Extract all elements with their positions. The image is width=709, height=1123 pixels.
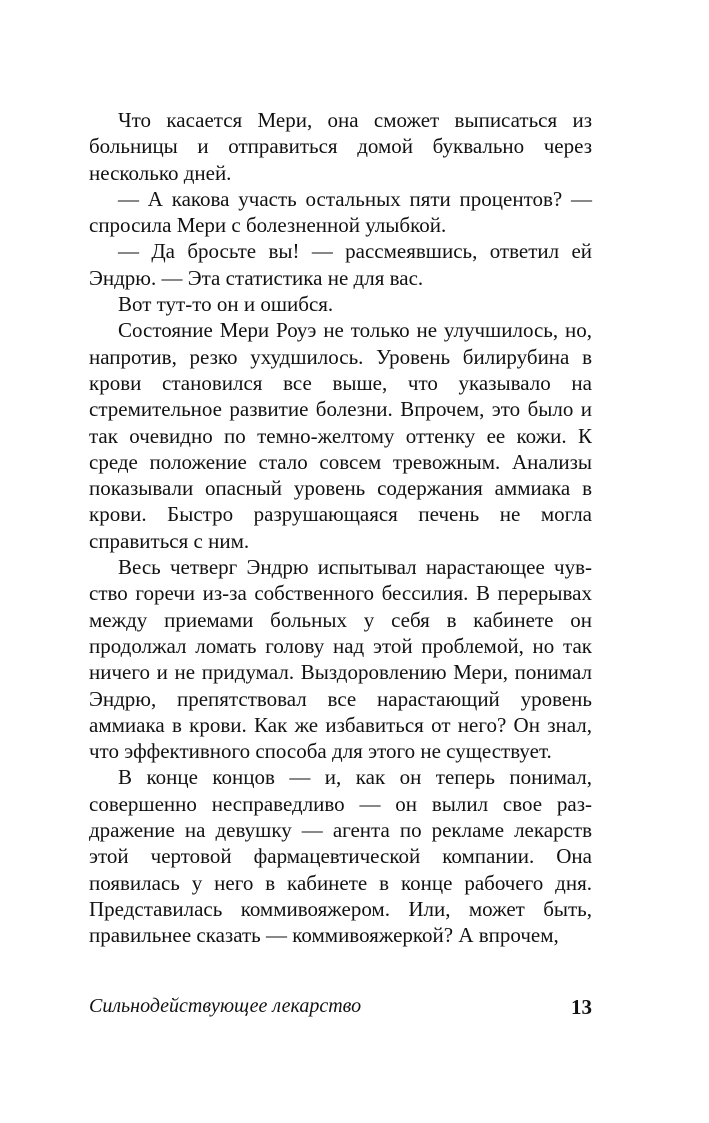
- paragraph: — Да бросьте вы! — рассмеявшись, ответил ей Эндрю. — Эта статистика не для вас.: [89, 239, 592, 290]
- paragraph: В конце концов — и, как он теперь понимал, совершенно несправедливо — он вылил свое раздражение на девушку — агента по рекламе лекарств этой чертовой фармацевтической компании. Она появилась у него в кабинете в конце рабочего дня. Представилась коммивояжером. Или, может быть, правильнее сказать — коммивояжеркой? А впрочем,: [89, 765, 592, 948]
- paragraph: Весь четверг Эндрю испытывал нарастающее чувство горечи из-за собственного бессилия. В перерывах между приемами больных у себя в кабинете он продолжал ломать голову над этой проблемой, но так ничего и не придумал. Выздоровлению Мери, понимал Эндрю, препятствовал все нарастающий уровень аммиака в крови. Как же избавиться от него? Он знал, что эффективного способа для этого не существует.: [89, 555, 592, 764]
- paragraph: Вот тут-то он и ошибся.: [118, 292, 334, 317]
- page-footer: [89, 995, 592, 1023]
- page-number: 13: [571, 995, 592, 1019]
- paragraph: — А какова участь остальных пяти процентов? — спросила Мери с болезненной улыбкой.: [89, 186, 592, 238]
- running-title: Сильнодействующее лекарство: [89, 995, 362, 1017]
- page-body: [89, 107, 592, 949]
- paragraph: Состояние Мери Роуэ не только не улучшилось, но, напротив, резко ухудшилось. Уровень билирубина в крови становился все выше, что указывало на стремительное развитие болезни. Впрочем, это было и так очевидно по темно-желтому оттенку ее кожи. К среде положение стало совсем тревожным. Анализы показывали опасный уровень содержания аммиака в крови. Быстро разрушающаяся печень не могла справиться с ним.: [89, 318, 592, 553]
- paragraph: Что касается Мери, она сможет выписаться из больницы и отправиться домой буквально через несколько дней.: [89, 108, 592, 185]
